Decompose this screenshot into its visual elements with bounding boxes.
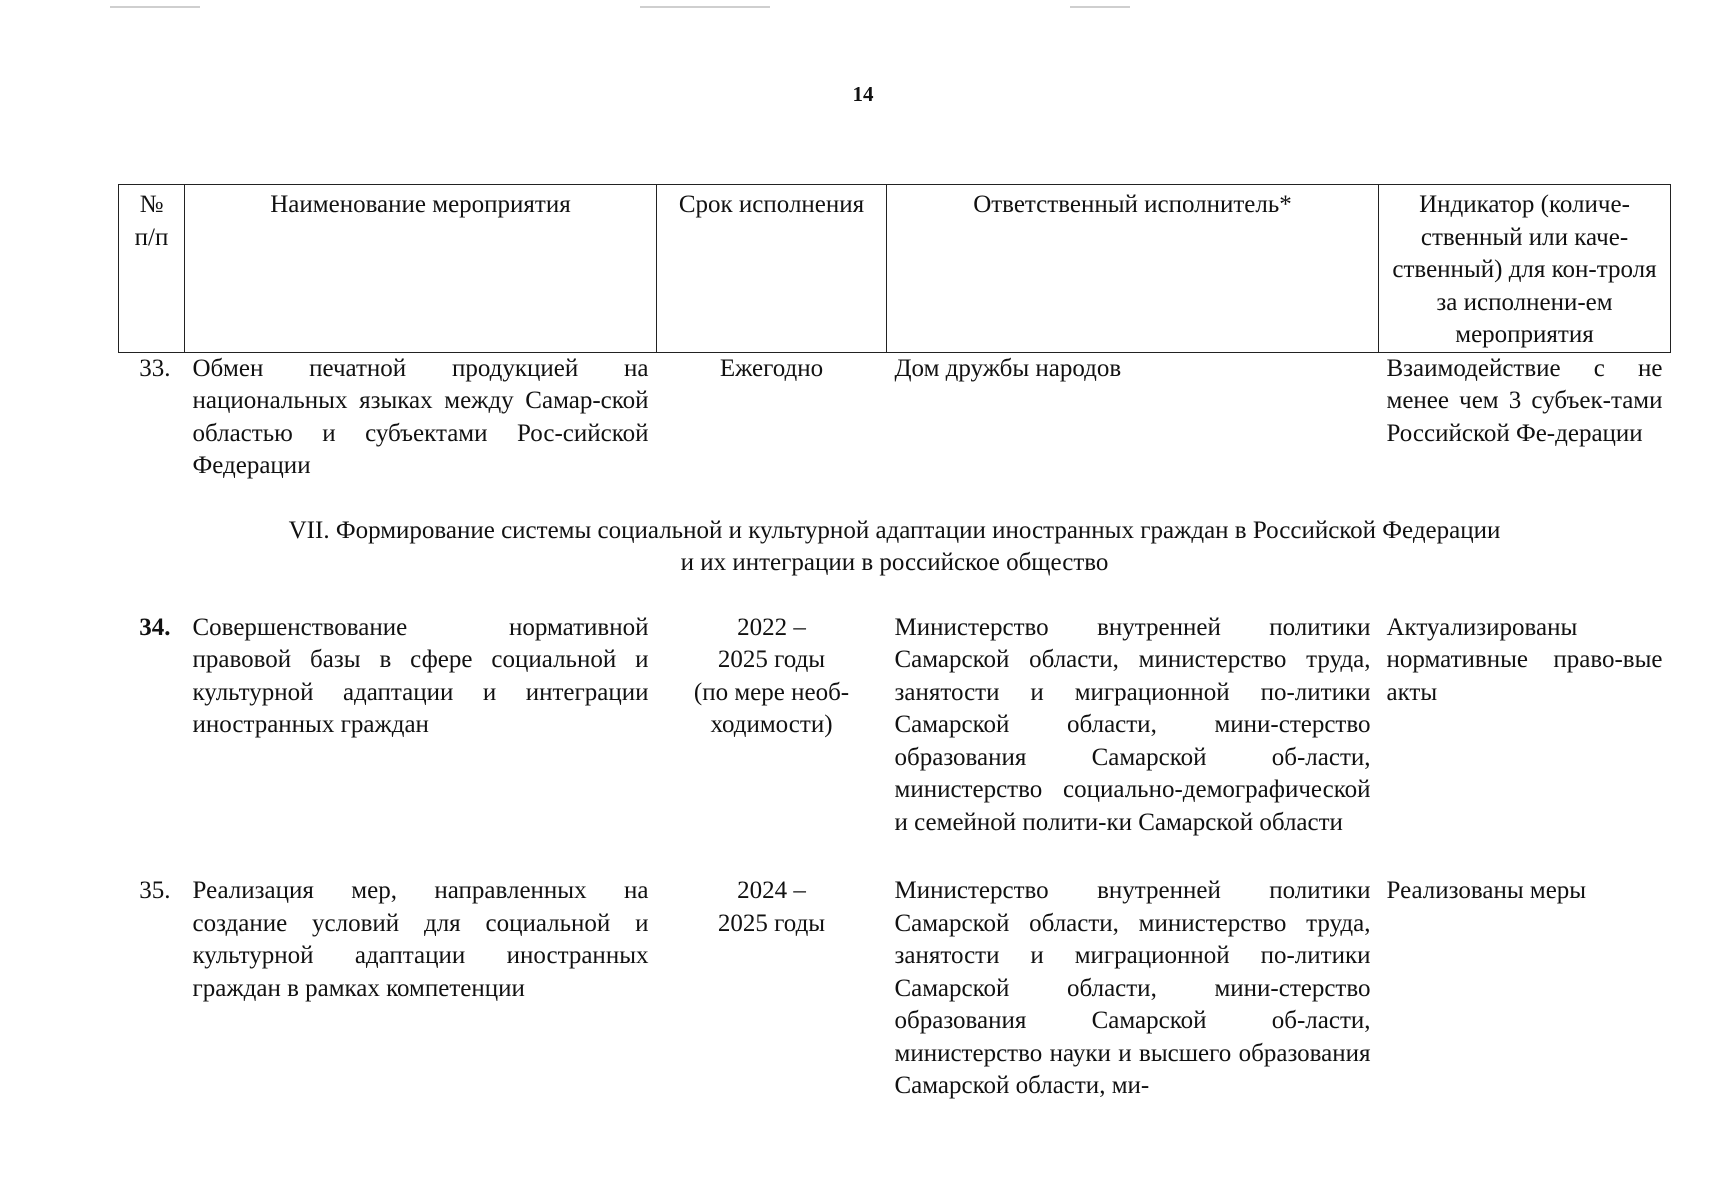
measures-table	[118, 184, 1671, 1103]
term-line: 2025 годы	[717, 646, 826, 673]
measure-name: Обмен печатной продукцией на национальных языках между Самар-ской областью и субъектами Рос-сийской Федерации	[192, 354, 649, 479]
measure-responsible: Дом дружбы народов	[894, 354, 1122, 382]
page-number: 14	[852, 82, 874, 106]
header-responsible: Ответственный исполнитель*	[887, 185, 1379, 353]
section-title	[119, 483, 1671, 612]
measure-responsible: Министерство внутренней политики Самарской области, министерство труда, занятости и миграционной по-литики Самарской области, мини-стерство образования Самарской об-ласти, министерство науки и высшего образования Самарской области, ми-	[894, 877, 1371, 1099]
term-line: (по мере необ-	[693, 678, 850, 706]
table-header-row	[119, 185, 1671, 353]
section-heading-row	[119, 483, 1671, 612]
table-row	[119, 352, 1671, 483]
header-term: Срок исполнения	[657, 185, 887, 353]
measure-responsible: Министерство внутренней политики Самарской области, министерство труда, занятости и миграционной по-литики Самарской области, мини-стерство образования Самарской об-ласти, министерство социально-демографической и семейной полити-ки Самарской области	[894, 613, 1371, 836]
header-name: Наименование мероприятия	[185, 185, 657, 353]
measure-name: Реализация мер, направленных на создание условий для социальной и культурной адаптации иностранных граждан в рамках компетенции	[192, 877, 649, 1002]
measure-indicator: Взаимодействие с не менее чем 3 субъек-тами Российской Фе-дерации	[1386, 354, 1663, 447]
scan-artifact	[1070, 6, 1130, 8]
term-line: 2022 –	[737, 613, 806, 641]
scan-artifact	[640, 6, 770, 8]
measure-name: Совершенствование нормативной правовой базы в сфере социальной и культурной адаптации и интеграции иностранных граждан	[192, 613, 649, 738]
measure-term	[657, 875, 887, 1103]
term-line: ходимости)	[710, 711, 833, 738]
table-row	[119, 875, 1671, 1103]
term-line: 2025 годы	[717, 909, 826, 937]
measure-indicator: Реализованы меры	[1386, 877, 1587, 904]
row-number: 34.	[139, 613, 171, 641]
row-number: 35.	[139, 877, 171, 904]
section-title-line: и их интеграции в российское общество	[680, 549, 1109, 576]
measure-term	[657, 612, 887, 876]
row-number: 33.	[139, 354, 171, 382]
term-line: 2024 –	[737, 877, 806, 904]
measure-term: Ежегодно	[719, 354, 824, 382]
table-row	[119, 612, 1671, 876]
measure-indicator: Актуализированы нормативные право-вые акты	[1386, 613, 1663, 706]
section-title-line: VII. Формирование системы социальной и культурной адаптации иностранных граждан в Российской Федерации	[288, 516, 1501, 544]
header-num: № п/п	[119, 185, 185, 353]
header-indicator: Индикатор (количе-ственный или каче-ственный) для кон-троля за исполнени-ем мероприятия	[1379, 185, 1671, 353]
scan-artifact	[110, 6, 200, 8]
